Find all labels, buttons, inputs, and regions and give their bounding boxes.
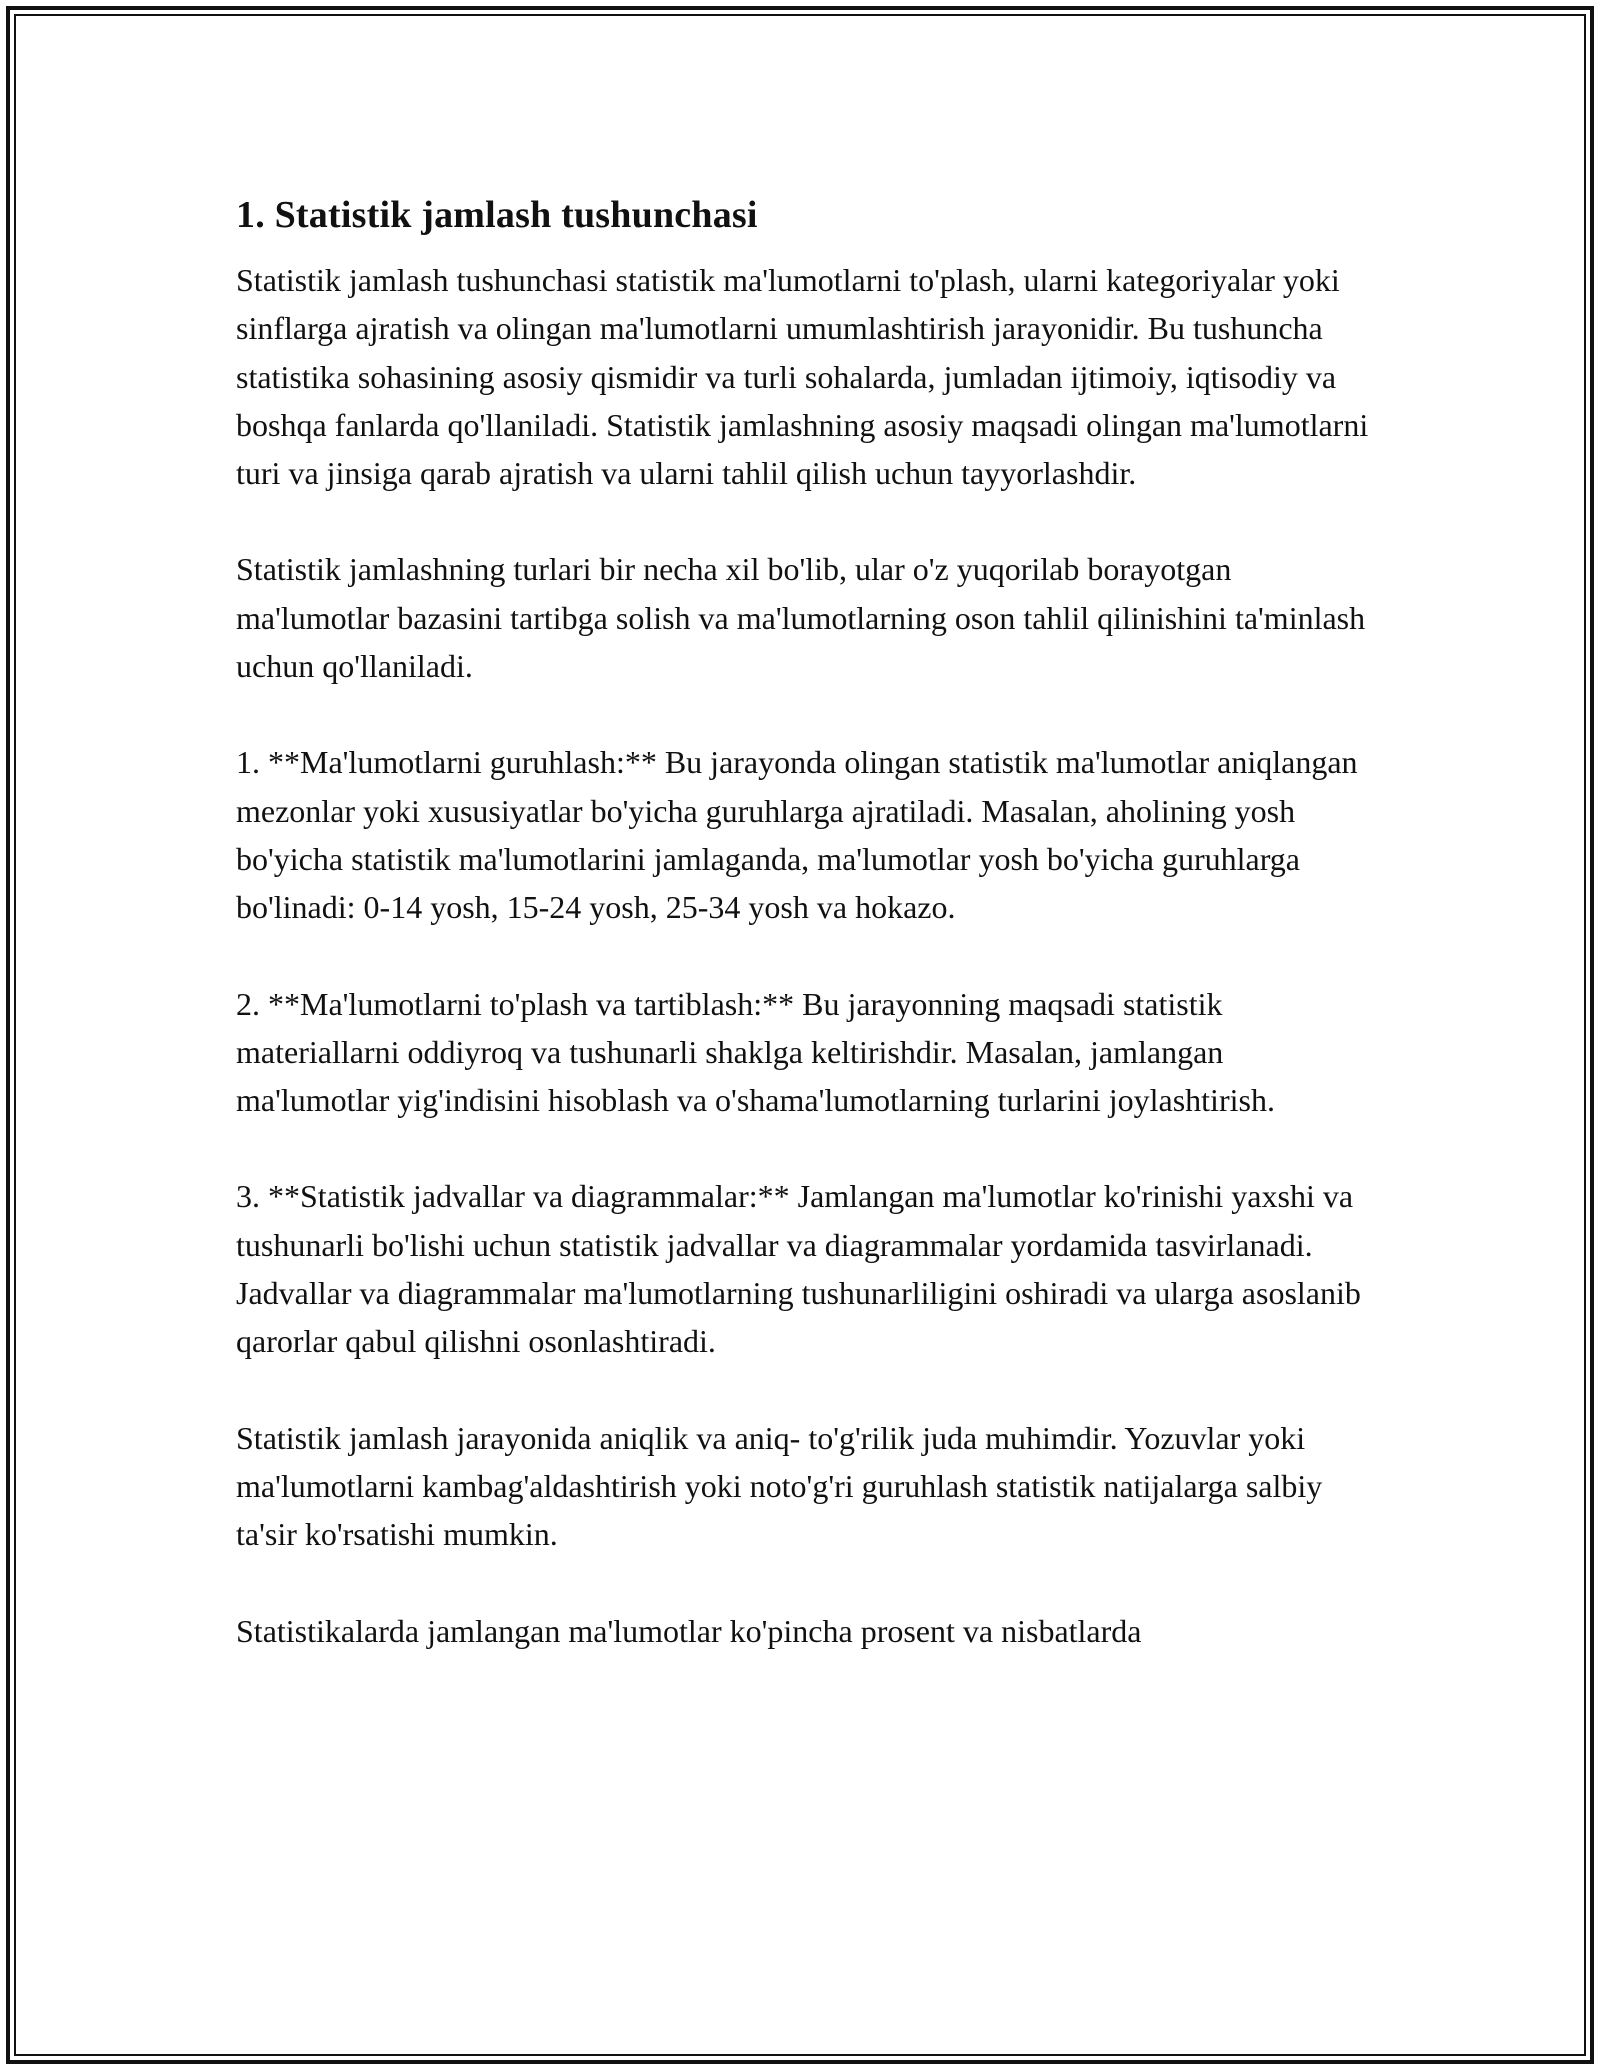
paragraph-grouping: 1. **Ma'lumotlarni guruhlash:** Bu jarayonda olingan statistik ma'lumotlar aniqlangan mezonlar yoki xususiyatlar bo'yicha guruhlarga ajratiladi. Masalan, aholining yosh bo'yicha statistik ma'lumotlarini jamlaganda, ma'lumotlar yosh bo'yicha guruhlarga bo'linadi: 0-14 yosh, 15-24 yosh, 25-34 yosh va hokazo. xyxy=(236,744,1358,926)
section-heading: 1. Statistik jamlash tushunchasi xyxy=(236,194,758,236)
paragraph-tables-diagrams: 3. **Statistik jadvallar va diagrammalar:** Jamlangan ma'lumotlar ko'rinishi yaxshi va tushunarli bo'lishi uchun statistik jadvallar va diagrammalar yordamida tasvirlanadi. Jadvallar va diagrammalar ma'lumotlarning tushunarliligini oshiradi va ularga asoslanib qarorlar qabul qilishni osonlashtiradi. xyxy=(236,1178,1361,1360)
paragraph-accuracy: Statistik jamlash jarayonida aniqlik va aniq- to'g'rilik juda muhimdir. Yozuvlar yoki ma'lumotlarni kambag'aldashtirish yoki noto'g'ri guruhlash statistik natijalarga salbiy ta'sir ko'rsatishi mumkin. xyxy=(236,1419,1323,1553)
paragraph-percentages: Statistikalarda jamlangan ma'lumotlar ko'pincha prosent va nisbatlarda xyxy=(236,1612,1142,1649)
document-body xyxy=(236,186,1376,1655)
paragraph-intro: Statistik jamlash tushunchasi statistik ma'lumotlarni to'plash, ularni kategoriyalar yoki sinflarga ajratish va olingan ma'lumotlarni umumlashtirish jarayonidir. Bu tushuncha statistika sohasining asosiy qismidir va turli sohalarda, jumladan ijtimoiy, iqtisodiy va boshqa fanlarda qo'llaniladi. Statistik jamlashning asosiy maqsadi olingan ma'lumotlarni turi va jinsiga qarab ajratish va ularni tahlil qilish uchun tayyorlashdir. xyxy=(236,262,1369,492)
paragraph-collecting: 2. **Ma'lumotlarni to'plash va tartiblash:** Bu jarayonning maqsadi statistik materiallarni oddiyroq va tushunarli shaklga keltirishdir. Masalan, jamlangan ma'lumotlar yig'indisini hisoblash va o'shama'lumotlarning turlarini joylashtirish. xyxy=(236,985,1275,1119)
paragraph-types: Statistik jamlashning turlari bir necha xil bo'lib, ular o'z yuqorilab borayotgan ma'lumotlar bazasini tartibga solish va ma'lumotlarning oson tahlil qilinishini ta'minlash uchun qo'llaniladi. xyxy=(236,551,1366,685)
